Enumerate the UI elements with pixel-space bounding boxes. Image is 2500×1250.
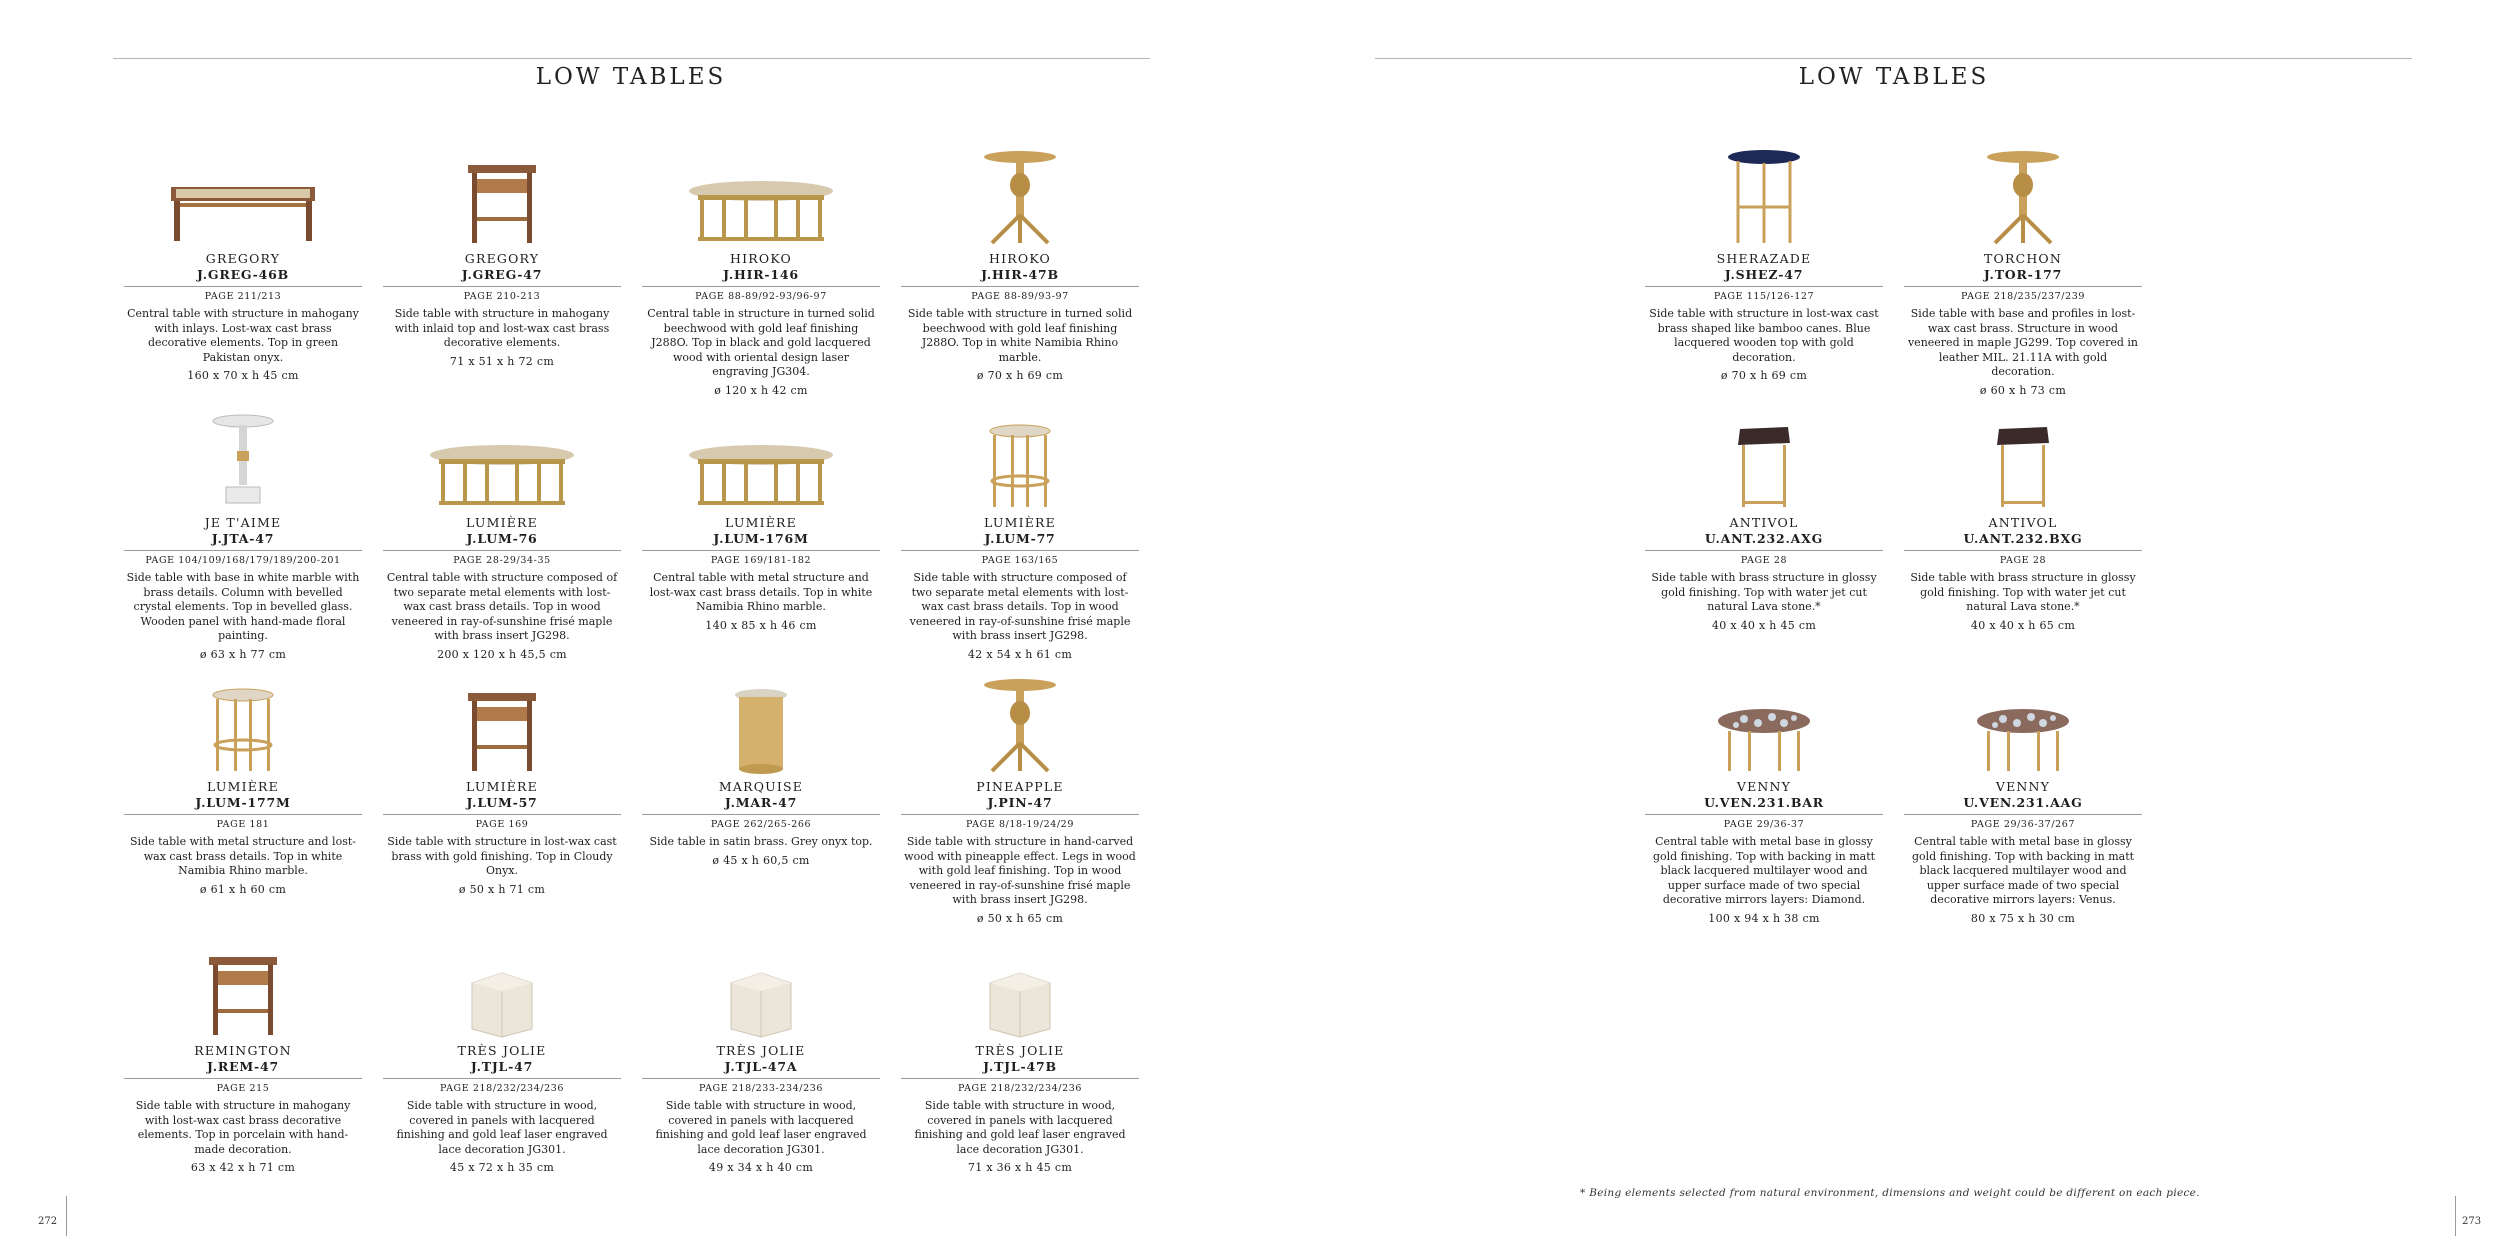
product-name: HIROKO — [730, 251, 792, 266]
product-code: J.LUM-76 — [466, 531, 538, 546]
product-divider — [901, 1078, 1139, 1079]
product-description: Central table in structure in turned solid beechwood with gold leaf finishing J288O. Top in black and gold lacquered wood with oriental design laser engraving JG304. — [647, 307, 875, 378]
product-code: U.VEN.231.BAR — [1704, 795, 1824, 810]
drum-table-icon — [642, 641, 880, 775]
product-dimensions: 140 x 85 x h 46 cm — [705, 618, 817, 632]
page-title: LOW TABLES — [1798, 64, 1990, 90]
product-card-u-ven-231-aag — [1904, 641, 2142, 925]
product-code: J.TJL-47 — [470, 1059, 534, 1074]
page-reference: PAGE 28 — [1999, 555, 2047, 566]
product-divider — [1645, 814, 1883, 815]
product-name: REMINGTON — [194, 1043, 292, 1058]
product-description: Side table with structure in lost-wax cast brass shaped like bamboo canes. Blue lacquered wooden top with gold decoration. — [1649, 307, 1879, 364]
product-card-u-ant-232-bxg — [1904, 377, 2142, 641]
product-code: J.GREG-47 — [461, 267, 543, 282]
page-reference: PAGE 215 — [216, 1083, 270, 1094]
page-reference: PAGE 163/165 — [981, 555, 1059, 566]
product-card-j-lum-77 — [901, 377, 1139, 661]
product-name: VENNY — [1736, 779, 1792, 794]
product-dimensions: ø 70 x h 69 cm — [1720, 369, 1808, 382]
product-name: PINEAPPLE — [976, 779, 1064, 794]
product-description: Side table with structure composed of two separate metal elements with lost-wax cast brass details. Top in wood veneered in ray-of-sunshine frisé maple with brass insert JG298. — [909, 571, 1131, 642]
product-name: LUMIÈRE — [466, 779, 538, 794]
product-divider — [1904, 286, 2142, 287]
product-dimensions: 49 x 34 x h 40 cm — [708, 1161, 814, 1174]
product-card-j-greg-46b — [124, 113, 362, 382]
product-name: TRÈS JOLIE — [716, 1043, 806, 1058]
product-name: TRÈS JOLIE — [457, 1043, 547, 1058]
product-divider — [1904, 814, 2142, 815]
product-dimensions: ø 60 x h 73 cm — [1979, 383, 2067, 397]
right-catalog-page — [1250, 0, 2500, 1250]
product-name: MARQUISE — [718, 779, 804, 794]
page-reference: PAGE 218/235/237/239 — [1960, 291, 2086, 302]
product-code: J.LUM-57 — [466, 795, 538, 810]
product-description: Side table with structure in turned solid beechwood with gold leaf finishing J288O. Top in white Namibia Rhino marble. — [907, 307, 1133, 364]
page-reference: PAGE 88-89/92-93/96-97 — [695, 291, 827, 302]
product-divider — [642, 814, 880, 815]
product-divider — [1645, 550, 1883, 551]
product-description: Side table with structure in mahogany with inlaid top and lost-wax cast brass decorative elements. — [394, 307, 610, 349]
product-dimensions: 71 x 51 x h 72 cm — [449, 354, 555, 368]
product-divider — [383, 286, 621, 287]
page-reference: PAGE 8/18-19/24/29 — [966, 819, 1074, 830]
side-table-icon — [124, 905, 362, 1039]
header-rule — [113, 58, 1150, 59]
product-divider — [901, 814, 1139, 815]
product-name: JE T'AIME — [204, 515, 282, 530]
side-table-icon — [383, 113, 621, 247]
product-divider — [383, 550, 621, 551]
page-reference: PAGE 28 — [1740, 555, 1788, 566]
product-code: J.HIR-146 — [723, 267, 799, 282]
product-dimensions: 80 x 75 x h 30 cm — [1970, 911, 2076, 925]
product-code: J.HIR-47B — [981, 267, 1059, 282]
product-name: LUMIÈRE — [984, 515, 1056, 530]
product-code: J.LUM-77 — [984, 531, 1056, 546]
column-table-icon — [124, 377, 362, 511]
product-description: Central table with metal structure and lost-wax cast brass details. Top in white Namibia Rhino marble. — [649, 571, 873, 613]
page-title: LOW TABLES — [535, 64, 727, 90]
product-description: Central table with structure composed of two separate metal elements with lost-wax cast brass details. Top in wood veneered in ray-of-sunshine frisé maple with brass insert JG298. — [386, 571, 618, 642]
product-code: U.VEN.231.AAG — [1963, 795, 2083, 810]
product-card-j-hir-47b — [901, 113, 1139, 382]
page-reference: PAGE 210-213 — [463, 291, 541, 302]
product-description: Side table with structure in wood, covered in panels with lacquered finishing and gold leaf laser engraved lace decoration JG301. — [914, 1099, 1126, 1156]
product-dimensions: ø 63 x h 77 cm — [199, 647, 287, 661]
page-reference: PAGE 115/126-127 — [1713, 291, 1815, 302]
page-reference: PAGE 181 — [216, 819, 270, 830]
product-card-j-hir-146 — [642, 113, 880, 397]
product-divider — [901, 286, 1139, 287]
product-code: J.PIN-47 — [987, 795, 1053, 810]
product-code: J.REM-47 — [206, 1059, 280, 1074]
product-dimensions: ø 45 x h 60,5 cm — [712, 853, 810, 867]
mosaic-coffee-table-icon — [1645, 641, 1883, 775]
product-dimensions: ø 70 x h 69 cm — [976, 369, 1064, 382]
product-card-j-tjl-47a — [642, 905, 880, 1174]
product-card-u-ant-232-axg — [1645, 377, 1883, 641]
product-divider — [124, 286, 362, 287]
page-number: 272 — [38, 1216, 58, 1227]
product-divider — [124, 1078, 362, 1079]
product-dimensions: 200 x 120 x h 45,5 cm — [437, 647, 567, 661]
product-card-j-pin-47 — [901, 641, 1139, 925]
page-reference: PAGE 29/36-37/267 — [1970, 819, 2076, 830]
product-dimensions: ø 50 x h 71 cm — [458, 882, 546, 896]
page-reference: PAGE 211/213 — [204, 291, 282, 302]
product-description: Side table with base in white marble with brass details. Column with bevelled crystal elements. Top in bevelled glass. Wooden panel with hand-made floral painting. — [126, 571, 360, 642]
product-name: ANTIVOL — [1988, 515, 2058, 530]
product-name: SHERAZADE — [1716, 251, 1812, 266]
page-number: 273 — [2462, 1216, 2482, 1227]
product-divider — [383, 814, 621, 815]
page-reference: PAGE 88-89/93-97 — [971, 291, 1069, 302]
product-divider — [642, 550, 880, 551]
oval-coffee-table-icon — [642, 377, 880, 511]
product-name: HIROKO — [989, 251, 1051, 266]
product-name: TRÈS JOLIE — [975, 1043, 1065, 1058]
oval-coffee-table-icon — [383, 377, 621, 511]
page-reference: PAGE 169 — [475, 819, 529, 830]
product-description: Central table with structure in mahogany with inlays. Lost-wax cast brass decorative elements. Top in green Pakistan onyx. — [127, 307, 359, 364]
product-description: Side table with structure in wood, covered in panels with lacquered finishing and gold leaf laser engraved lace decoration JG301. — [396, 1099, 608, 1156]
product-description: Side table in satin brass. Grey onyx top. — [649, 835, 873, 848]
product-name: VENNY — [1995, 779, 2051, 794]
product-card-j-tor-177 — [1904, 113, 2142, 397]
product-code: J.LUM-176M — [713, 531, 809, 546]
product-dimensions: 40 x 40 x h 45 cm — [1711, 618, 1817, 632]
product-description: Side table with base and profiles in lost-wax cast brass. Structure in wood veneered in maple JG299. Top covered in leather MIL. 21.11A with gold decoration. — [1907, 307, 2139, 378]
product-card-j-lum-176m — [642, 377, 880, 641]
product-card-j-tjl-47 — [383, 905, 621, 1174]
hexagon-table-icon — [383, 905, 621, 1039]
product-card-j-greg-47 — [383, 113, 621, 377]
product-divider — [642, 286, 880, 287]
page-reference: PAGE 29/36-37 — [1723, 819, 1805, 830]
oval-coffee-table-icon — [642, 113, 880, 247]
page-reference: PAGE 169/181-182 — [710, 555, 812, 566]
product-name: LUMIÈRE — [207, 779, 279, 794]
product-divider — [1904, 550, 2142, 551]
product-card-j-tjl-47b — [901, 905, 1139, 1174]
margin-rule — [2455, 1196, 2456, 1236]
pedestal-table-icon — [901, 113, 1139, 247]
stone-top-table-icon — [1645, 377, 1883, 511]
ring-side-table-icon — [901, 377, 1139, 511]
stone-top-table-icon — [1904, 377, 2142, 511]
product-description: Side table with metal structure and lost-wax cast brass details. Top in white Namibia Rhino marble. — [130, 835, 356, 877]
product-description: Side table with brass structure in glossy gold finishing. Top with water jet cut natural Lava stone.* — [1651, 571, 1877, 613]
bamboo-side-table-icon — [1645, 113, 1883, 247]
product-code: J.LUM-177M — [195, 795, 291, 810]
product-divider — [124, 814, 362, 815]
mosaic-coffee-table-icon — [1904, 641, 2142, 775]
product-code: U.ANT.232.BXG — [1963, 531, 2083, 546]
product-code: J.JTA-47 — [211, 531, 275, 546]
product-card-j-jta-47 — [124, 377, 362, 661]
product-code: J.TOR-177 — [1983, 267, 2063, 282]
product-dimensions: ø 61 x h 60 cm — [199, 882, 287, 896]
page-reference: PAGE 262/265-266 — [710, 819, 812, 830]
product-divider — [1645, 286, 1883, 287]
pedestal-table-icon — [901, 641, 1139, 775]
product-dimensions: 100 x 94 x h 38 cm — [1708, 911, 1820, 925]
product-description: Side table with structure in lost-wax cast brass with gold finishing. Top in Cloudy Onyx. — [387, 835, 617, 877]
rectangular-coffee-table-icon — [124, 113, 362, 247]
product-name: GREGORY — [464, 251, 540, 266]
product-divider — [124, 550, 362, 551]
product-name: TORCHON — [1983, 251, 2063, 266]
product-name: LUMIÈRE — [725, 515, 797, 530]
footnote: * Being elements selected from natural environment, dimensions and weight could be different on each piece. — [1580, 1187, 2200, 1199]
product-name: ANTIVOL — [1729, 515, 1799, 530]
product-code: J.MAR-47 — [724, 795, 798, 810]
product-description: Central table with metal base in glossy gold finishing. Top with backing in matt black lacquered multilayer wood and upper surface made of two special decorative mirrors layers: Venus. — [1911, 835, 2135, 906]
product-name: LUMIÈRE — [466, 515, 538, 530]
product-code: J.GREG-46B — [197, 267, 289, 282]
ring-side-table-icon — [124, 641, 362, 775]
product-code: U.ANT.232.AXG — [1704, 531, 1824, 546]
hexagon-table-icon — [642, 905, 880, 1039]
product-description: Side table with structure in wood, covered in panels with lacquered finishing and gold leaf laser engraved lace decoration JG301. — [655, 1099, 867, 1156]
page-reference: PAGE 218/232/234/236 — [439, 1083, 565, 1094]
product-grid — [1645, 113, 2142, 1169]
product-card-j-lum-57 — [383, 641, 621, 905]
product-card-j-lum-76 — [383, 377, 621, 661]
product-dimensions: 42 x 54 x h 61 cm — [967, 647, 1073, 661]
hexagon-table-icon — [901, 905, 1139, 1039]
product-dimensions: ø 50 x h 65 cm — [976, 911, 1064, 925]
product-code: J.SHEZ-47 — [1724, 267, 1804, 282]
product-description: Side table with brass structure in glossy gold finishing. Top with water jet cut natural Lava stone.* — [1910, 571, 2136, 613]
page-reference: PAGE 218/233-234/236 — [698, 1083, 824, 1094]
header-rule — [1375, 58, 2412, 59]
product-dimensions: 63 x 42 x h 71 cm — [190, 1161, 296, 1174]
margin-rule — [66, 1196, 67, 1236]
page-reference: PAGE 218/232/234/236 — [957, 1083, 1083, 1094]
product-card-j-lum-177m — [124, 641, 362, 905]
product-dimensions: 45 x 72 x h 35 cm — [449, 1161, 555, 1174]
product-dimensions: ø 120 x h 42 cm — [714, 383, 808, 397]
product-divider — [901, 550, 1139, 551]
product-dimensions: 160 x 70 x h 45 cm — [187, 369, 299, 382]
product-code: J.TJL-47B — [983, 1059, 1057, 1074]
product-name: GREGORY — [205, 251, 281, 266]
product-dimensions: 40 x 40 x h 65 cm — [1970, 618, 2076, 632]
product-divider — [383, 1078, 621, 1079]
product-card-j-mar-47 — [642, 641, 880, 905]
product-grid — [124, 113, 1139, 1174]
side-table-icon — [383, 641, 621, 775]
product-card-u-ven-231-bar — [1645, 641, 1883, 925]
product-description: Side table with structure in hand-carved wood with pineapple effect. Legs in wood with gold leaf finishing. Top in wood veneered in ray-of-sunshine frisé maple with brass insert JG298. — [904, 835, 1136, 906]
product-card-j-shez-47 — [1645, 113, 1883, 382]
page-reference: PAGE 104/109/168/179/189/200-201 — [145, 555, 341, 566]
product-description: Side table with structure in mahogany with lost-wax cast brass decorative elements. Top in porcelain with hand-made decoration. — [135, 1099, 351, 1156]
product-divider — [642, 1078, 880, 1079]
product-dimensions: 71 x 36 x h 45 cm — [967, 1161, 1073, 1174]
product-description: Central table with metal base in glossy gold finishing. Top with backing in matt black lacquered multilayer wood and upper surface made of two special decorative mirrors layers: Diamond. — [1652, 835, 1876, 906]
product-card-j-rem-47 — [124, 905, 362, 1174]
product-code: J.TJL-47A — [724, 1059, 798, 1074]
page-reference: PAGE 28-29/34-35 — [453, 555, 551, 566]
pedestal-table-icon — [1904, 113, 2142, 247]
